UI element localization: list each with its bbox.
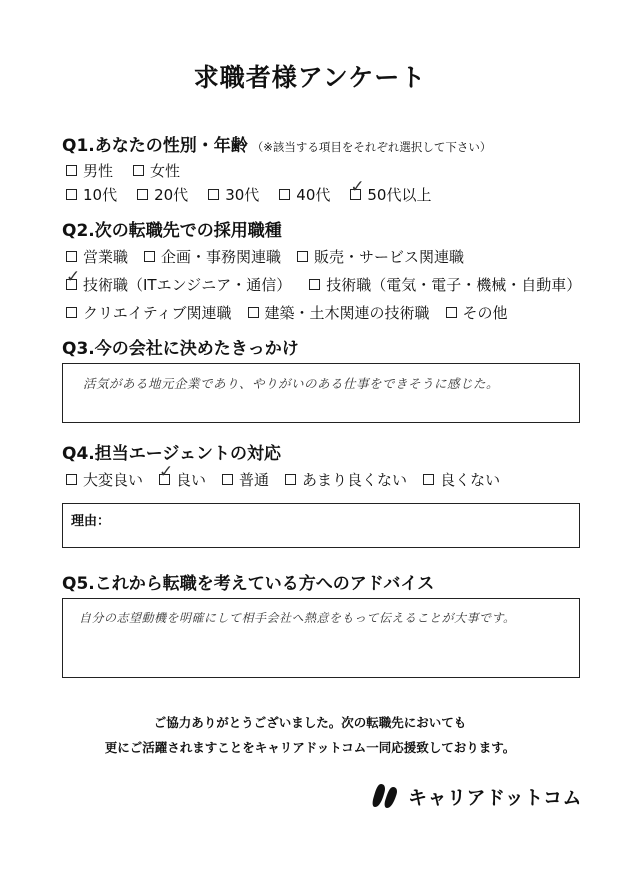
rating-option-average[interactable]: 普通 bbox=[222, 469, 269, 490]
job-option-other[interactable]: その他 bbox=[446, 302, 508, 323]
checkbox[interactable] bbox=[248, 307, 259, 318]
age-option-50s-plus[interactable]: ✓ 50代以上 bbox=[350, 177, 432, 204]
job-option-construction[interactable]: 建築・土木関連の技術職 bbox=[248, 302, 430, 323]
age-option-30s[interactable]: 30代 bbox=[208, 184, 259, 205]
q4-reason-box[interactable] bbox=[62, 503, 580, 548]
q2-row-3 bbox=[66, 302, 522, 323]
age-option-40s[interactable]: 40代 bbox=[279, 184, 330, 205]
job-option-retail-service[interactable]: 販売・サービス関連職 bbox=[297, 246, 464, 267]
job-option-it-engineer[interactable]: ✓ 技術職（ITエンジニア・通信） bbox=[66, 267, 292, 294]
q1-note: （※該当する項目をそれぞれ選択して下さい） bbox=[251, 140, 492, 154]
checkbox[interactable] bbox=[279, 189, 290, 200]
job-option-planning-admin[interactable]: 企画・事務関連職 bbox=[144, 246, 281, 267]
checkbox[interactable] bbox=[66, 189, 77, 200]
check-mark-icon: ✓ bbox=[159, 462, 174, 482]
gender-option-female[interactable]: 女性 bbox=[133, 160, 180, 181]
checkbox[interactable] bbox=[66, 251, 77, 262]
q5-handwritten-answer: 自分の志望動機を明確にして相手会社へ熱意をもって伝えることが大事です。 bbox=[79, 611, 516, 625]
q1-heading bbox=[62, 131, 491, 156]
check-mark-icon: ✓ bbox=[66, 267, 81, 287]
closing-message bbox=[0, 710, 620, 760]
checkbox[interactable] bbox=[133, 165, 144, 176]
checkbox-checked[interactable] bbox=[66, 267, 81, 290]
logo-mark-icon bbox=[372, 782, 402, 810]
checkbox[interactable] bbox=[309, 279, 320, 290]
survey-title: 求職者様アンケート bbox=[193, 63, 427, 92]
rating-option-not-good[interactable]: 良くない bbox=[423, 469, 500, 490]
rating-option-not-so-good[interactable]: あまり良くない bbox=[285, 469, 407, 490]
q2-heading: Q2.次の転職先での採用職種 bbox=[62, 221, 282, 241]
checkbox[interactable] bbox=[208, 189, 219, 200]
checkbox[interactable] bbox=[144, 251, 155, 262]
job-option-sales[interactable]: 営業職 bbox=[66, 246, 128, 267]
closing-line-2: 更にご活躍されますことをキャリアドットコム一同応援致しております。 bbox=[104, 740, 516, 755]
q3-handwritten-answer: 活気がある地元企業であり、やりがいのある仕事をできそうに感じた。 bbox=[83, 376, 500, 391]
q3-answer-box[interactable] bbox=[62, 363, 580, 423]
q4-options-row bbox=[66, 462, 514, 490]
checkbox-checked[interactable] bbox=[350, 177, 365, 200]
logo-text: キャリアドットコム bbox=[408, 786, 582, 809]
age-option-20s[interactable]: 20代 bbox=[137, 184, 188, 205]
q4-heading: Q4.担当エージェントの対応 bbox=[62, 444, 282, 464]
company-logo bbox=[372, 782, 582, 810]
checkbox[interactable] bbox=[423, 474, 434, 485]
q2-row-1 bbox=[66, 246, 478, 267]
checkbox[interactable] bbox=[66, 165, 77, 176]
q5-answer-box[interactable] bbox=[62, 598, 580, 678]
check-mark-icon: ✓ bbox=[350, 177, 365, 197]
checkbox[interactable] bbox=[137, 189, 148, 200]
checkbox[interactable] bbox=[66, 307, 77, 318]
checkbox-checked[interactable] bbox=[159, 462, 174, 485]
job-option-electrical-mechanical[interactable]: 技術職（電気・電子・機械・自動車） bbox=[309, 274, 581, 295]
q5-heading: Q5.これから転職を考えている方へのアドバイス bbox=[62, 574, 435, 594]
checkbox[interactable] bbox=[297, 251, 308, 262]
checkbox[interactable] bbox=[66, 474, 77, 485]
q1-gender-row bbox=[66, 160, 194, 181]
q3-heading: Q3.今の会社に決めたきっかけ bbox=[62, 339, 299, 359]
checkbox[interactable] bbox=[222, 474, 233, 485]
checkbox[interactable] bbox=[446, 307, 457, 318]
reason-label: 理由： bbox=[71, 514, 111, 529]
closing-line-1: ご協力ありがとうございました。次の転職先においても bbox=[153, 715, 467, 730]
rating-option-very-good[interactable]: 大変良い bbox=[66, 469, 143, 490]
gender-option-male[interactable]: 男性 bbox=[66, 160, 113, 181]
q1-heading-text: Q1.あなたの性別・年齢 bbox=[62, 136, 248, 156]
checkbox[interactable] bbox=[285, 474, 296, 485]
age-option-10s[interactable]: 10代 bbox=[66, 184, 117, 205]
rating-option-good[interactable]: ✓ 良い bbox=[159, 462, 207, 489]
q1-age-row bbox=[66, 177, 445, 205]
q2-row-2 bbox=[66, 267, 595, 295]
job-option-creative[interactable]: クリエイティブ関連職 bbox=[66, 302, 232, 323]
